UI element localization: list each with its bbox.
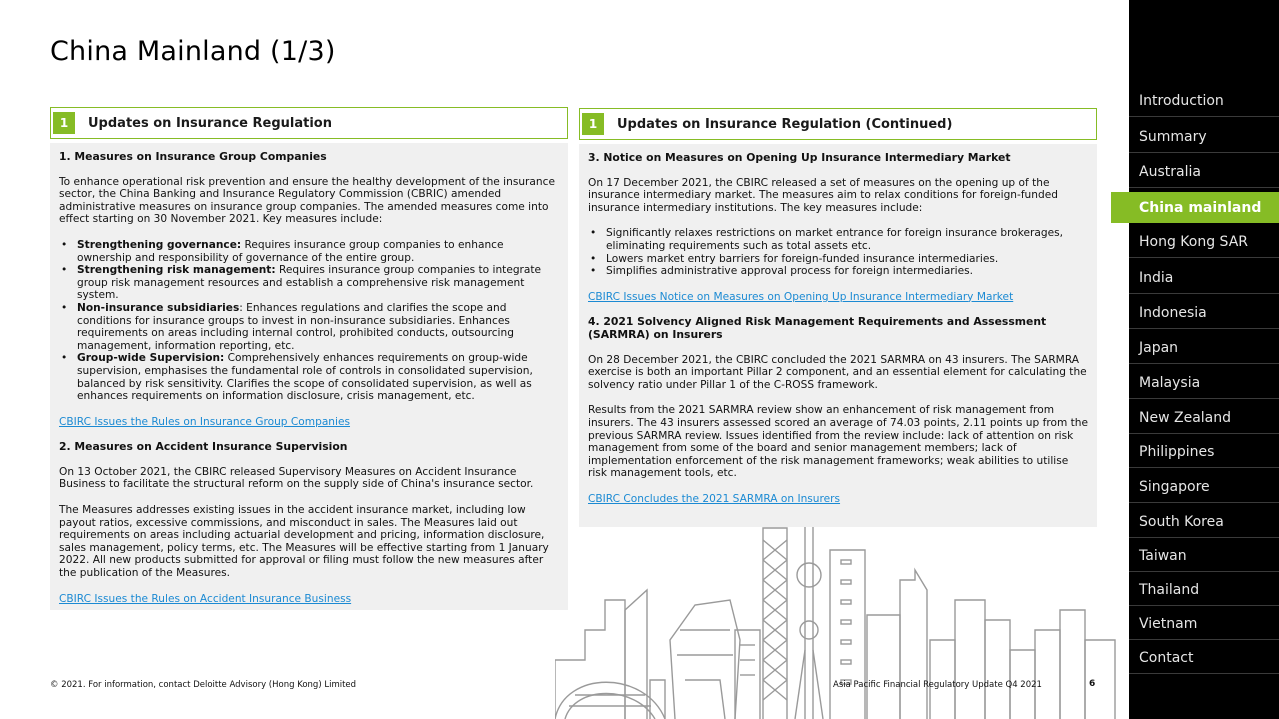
section-paragraph: To enhance operational risk prevention and ensure the healthy development of the insurance sector, the China Banking and Insurance Regulatory Commission (CBRIC) amended administrative measures on insurance group companies. The amended measures come into effect starting on 30 November 2021. Key measures include: xyxy=(59,175,555,226)
section-paragraph: The Measures addresses existing issues in the accident insurance market, including low payout ratios, excessive commissions, and misconduct in sales. The Measures laid out requirements on areas including actuarial development and pricing, information disclosure, sales management, policy terms, etc. The Measures will be effective starting from 1 January 2022. All new products submitted for approval or filing must follow the new measures after the publication of the Measures. xyxy=(59,504,549,580)
section-heading: 4. 2021 Solvency Aligned Risk Management Requirements and Assessment (SARMRA) on Insurers xyxy=(588,315,1047,341)
accident-insurance-rules-link[interactable]: CBIRC Issues the Rules on Accident Insurance Business xyxy=(59,592,352,605)
page-number: 6 xyxy=(1089,679,1096,689)
list-item: • Group-wide Supervision: Comprehensively enhances requirements on group-wide supervision, emphasises the fundamental role of controls in consolidated supervision, balanced by risk sensitivity. Clarifies the scope of consolidated supervision, as well as enhances requirements on information disclosure, crisis management, etc. xyxy=(59,352,559,402)
left-panel xyxy=(50,107,568,610)
nav-item-india[interactable]: India xyxy=(1129,263,1279,294)
list-item: • Strengthening risk management: Requires insurance group companies to integrate group risk management resources and establish a comprehensive risk management system. xyxy=(59,264,559,302)
section-heading: 3. Notice on Measures on Opening Up Insurance Intermediary Market xyxy=(588,151,1011,164)
section-heading: 2. Measures on Accident Insurance Supervision xyxy=(59,440,348,454)
nav-item-singapore[interactable]: Singapore xyxy=(1129,472,1279,503)
page-title: China Mainland (1/3) xyxy=(50,36,336,67)
nav-item-contact[interactable]: Contact xyxy=(1129,643,1279,674)
intermediary-market-link[interactable]: CBIRC Issues Notice on Measures on Opening Up Insurance Intermediary Market xyxy=(588,290,1014,303)
nav-item-summary[interactable]: Summary xyxy=(1129,122,1279,153)
nav-item-vietnam[interactable]: Vietnam xyxy=(1129,609,1279,640)
key-measures-list xyxy=(59,239,559,403)
list-item: • Strengthening governance: Requires insurance group companies to enhance ownership and responsibility of governance of the entire group. xyxy=(59,239,559,264)
list-item: • Significantly relaxes restrictions on market entrance for foreign insurance brokerages, eliminating requirements such as total assets etc. xyxy=(588,227,1088,252)
nav-item-south-korea[interactable]: South Korea xyxy=(1129,507,1279,538)
insurance-group-rules-link[interactable]: CBIRC Issues the Rules on Insurance Group Companies xyxy=(59,415,351,428)
nav-item-introduction[interactable]: Introduction xyxy=(1129,86,1279,117)
nav-item-philippines[interactable]: Philippines xyxy=(1129,437,1279,468)
sarmra-link[interactable]: CBIRC Concludes the 2021 SARMRA on Insurers xyxy=(588,492,841,505)
section-paragraph: On 13 October 2021, the CBIRC released Supervisory Measures on Accident Insurance Business to facilitate the structural reform on the supply side of China's insurance sector. xyxy=(59,465,534,491)
list-item: • Simplifies administrative approval process for foreign intermediaries. xyxy=(588,265,1088,278)
section-heading: 1. Measures on Insurance Group Companies xyxy=(59,150,327,163)
panel-body xyxy=(579,144,1097,527)
footer-copyright: © 2021. For information, contact Deloitte Advisory (Hong Kong) Limited xyxy=(50,680,357,690)
nav-item-china-mainland[interactable]: China mainland xyxy=(1111,192,1279,223)
nav-item-thailand[interactable]: Thailand xyxy=(1129,575,1279,606)
panel-header xyxy=(50,107,568,139)
nav-item-taiwan[interactable]: Taiwan xyxy=(1129,541,1279,572)
section-paragraph: On 17 December 2021, the CBIRC released a set of measures on the opening up of the insurance intermediary market. The measures aim to relax conditions for foreign-funded insurance intermediary institutions. The key measures include: xyxy=(588,176,1058,214)
panel-title: Updates on Insurance Regulation (Continued) xyxy=(617,116,953,132)
panel-number-badge: 1 xyxy=(53,112,75,134)
panel-body xyxy=(50,143,568,610)
panel-title: Updates on Insurance Regulation xyxy=(88,115,332,131)
list-item: • Non-insurance subsidiaries: Enhances regulations and clarifies the scope and conditions for insurance groups to invest in non-insurance subsidiaries. Enhances requirements on areas including internal control, prohibited conducts, outsourcing management, information reporting, etc. xyxy=(59,302,559,352)
nav-item-hong-kong-sar[interactable]: Hong Kong SAR xyxy=(1129,227,1279,258)
section-paragraph: Results from the 2021 SARMRA review show an enhancement of risk management from insurers. The 43 insurers assessed scored an average of 74.03 points, 2.11 points up from the previous SARMRA review. Issues identified from the review include: lack of attention on risk management from some of the board and senior management members; lack of implementation enforcement of the risk management frameworks; weak abilities to utilise risk management tools, etc. xyxy=(588,404,1089,480)
nav-item-indonesia[interactable]: Indonesia xyxy=(1129,298,1279,329)
nav-item-malaysia[interactable]: Malaysia xyxy=(1129,368,1279,399)
panel-header xyxy=(579,108,1097,140)
key-measures-list xyxy=(588,227,1088,277)
list-item: • Lowers market entry barriers for foreign-funded insurance intermediaries. xyxy=(588,253,1088,266)
panel-number-badge: 1 xyxy=(582,113,604,135)
nav-item-new-zealand[interactable]: New Zealand xyxy=(1129,403,1279,434)
sidebar-nav xyxy=(1129,0,1279,719)
section-paragraph: On 28 December 2021, the CBIRC concluded the 2021 SARMRA on 43 insurers. The SARMRA exercise is both an important Pillar 2 component, and an essential element for calculating the solvency ratio under Pillar 1 of the C-ROSS framework. xyxy=(588,353,1087,391)
right-panel xyxy=(579,108,1097,527)
footer-publication-title: Asia Pacific Financial Regulatory Update Q4 2021 xyxy=(833,680,1042,690)
nav-item-australia[interactable]: Australia xyxy=(1129,157,1279,188)
nav-item-japan[interactable]: Japan xyxy=(1129,333,1279,364)
